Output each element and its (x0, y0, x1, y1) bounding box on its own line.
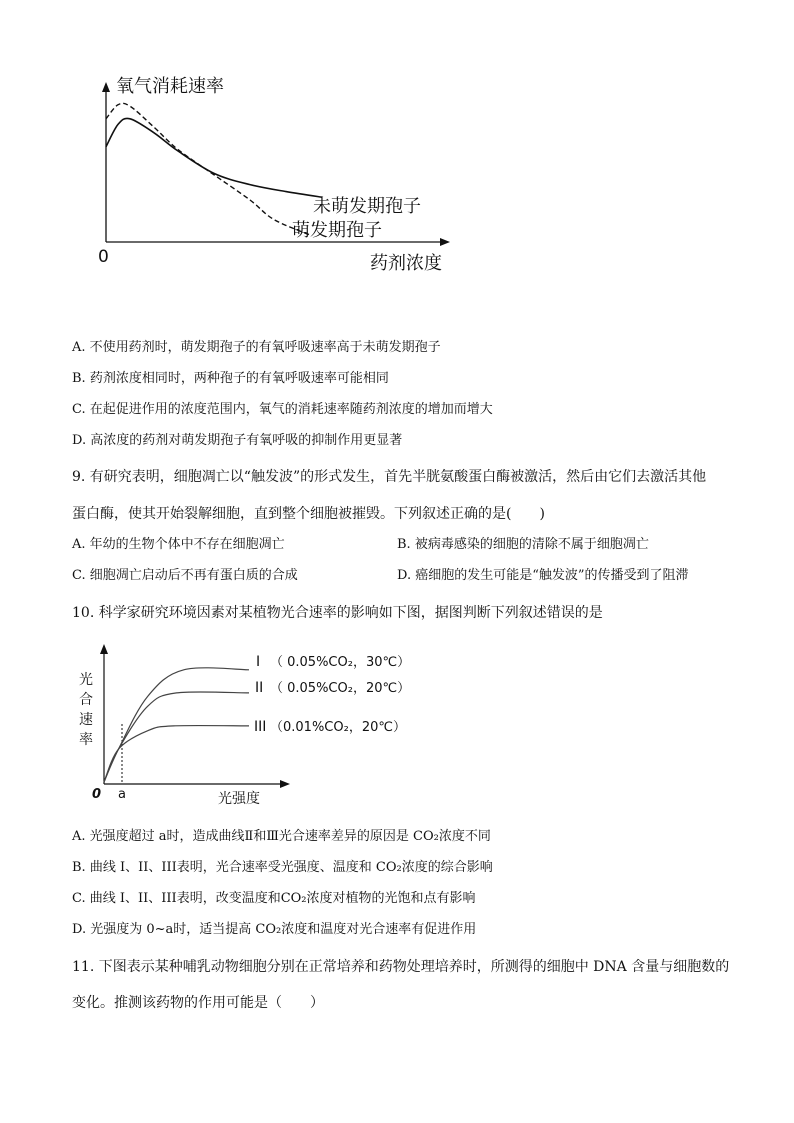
q10-option-c[interactable]: C. 曲线 I、II、III表明，改变温度和CO₂浓度对植物的光饱和点有影响 (72, 891, 476, 906)
series-label-unsprouted-spores: 未萌发期孢子 (313, 196, 421, 217)
curve-iii-numeral: III (254, 719, 267, 735)
curve-i-condition: （ 0.05%CO₂，30℃） (270, 655, 411, 670)
photosynthesis-chart (72, 636, 452, 816)
y-axis-label-char: 速 (79, 712, 93, 728)
curve-i-numeral: I (256, 654, 261, 670)
x-axis-label: 药剂浓度 (370, 253, 442, 274)
curve-ii-condition: （ 0.05%CO₂，20℃） (270, 681, 411, 696)
y-axis-arrow (102, 82, 110, 92)
q10-option-a[interactable]: A. 光强度超过 a时，造成曲线Ⅱ和Ⅲ光合速率差异的原因是 CO₂浓度不同 (72, 829, 491, 844)
y-axis-label-char: 光 (79, 672, 93, 688)
x-axis-label: 光强度 (218, 791, 260, 807)
q9-option-d[interactable]: D. 癌细胞的发生可能是“触发波”的传播受到了阻滞 (397, 568, 689, 583)
q11-stem-line1: 11. 下图表示某种哺乳动物细胞分别在正常培养和药物处理培养时，所测得的细胞中 DNA 含量与细胞数的 (72, 959, 730, 975)
q9-stem-line2: 蛋白酶，使其开始裂解细胞，直到整个细胞被摧毁。下列叙述正确的是( ) (72, 506, 545, 522)
series-label-sprouting-spores: 萌发期孢子 (292, 220, 382, 241)
q9-option-c[interactable]: C. 细胞凋亡启动后不再有蛋白质的合成 (72, 568, 298, 583)
series-line-sprouting-spores (106, 103, 310, 235)
y-axis-label: 氧气消耗速率 (116, 76, 224, 97)
q10-stem: 10. 科学家研究环境因素对某植物光合速率的影响如下图，据图判断下列叙述错误的是 (72, 605, 603, 621)
curve-ii (104, 692, 249, 782)
q10-option-b[interactable]: B. 曲线 I、II、III表明，光合速率受光强度、温度和 CO₂浓度的综合影响 (72, 860, 493, 875)
q9-stem-line1: 9. 有研究表明，细胞凋亡以“触发波”的形式发生，首先半胱氨酸蛋白酶被激活，然后由它们去激活其他 (72, 469, 707, 485)
curve-iii-condition: （0.01%CO₂，20℃） (270, 720, 406, 735)
curve-ii-numeral: II (255, 680, 264, 696)
q9-option-a[interactable]: A. 年幼的生物个体中不存在细胞凋亡 (72, 537, 285, 552)
q10-option-d[interactable]: D. 光强度为 0~a时，适当提高 CO₂浓度和温度对光合速率有促进作用 (72, 922, 477, 937)
y-axis-arrow (100, 644, 108, 654)
origin-label: 0 (92, 787, 102, 802)
q8-option-b[interactable]: B. 药剂浓度相同时，两种孢子的有氧呼吸速率可能相同 (72, 371, 389, 386)
q11-stem-line2: 变化。推测该药物的作用可能是（ ） (72, 995, 324, 1011)
x-axis-arrow (280, 780, 290, 788)
q8-option-a[interactable]: A. 不使用药剂时，萌发期孢子的有氧呼吸速率高于未萌发期孢子 (72, 340, 441, 355)
series-line-unsprouted-spores (106, 118, 322, 197)
light-intensity-a-label: a (118, 787, 126, 802)
x-axis-arrow (440, 238, 450, 246)
origin-label: 0 (98, 247, 109, 267)
y-axis-label-char: 率 (79, 732, 93, 748)
oxygen-consumption-chart (88, 70, 468, 280)
y-axis-label-char: 合 (79, 692, 93, 708)
q9-option-b[interactable]: B. 被病毒感染的细胞的清除不属于细胞凋亡 (397, 537, 649, 552)
q8-option-d[interactable]: D. 高浓度的药剂对萌发期孢子有氧呼吸的抑制作用更显著 (72, 433, 403, 448)
curve-i (104, 668, 249, 782)
q8-option-c[interactable]: C. 在起促进作用的浓度范围内，氧气的消耗速率随药剂浓度的增加而增大 (72, 402, 493, 417)
